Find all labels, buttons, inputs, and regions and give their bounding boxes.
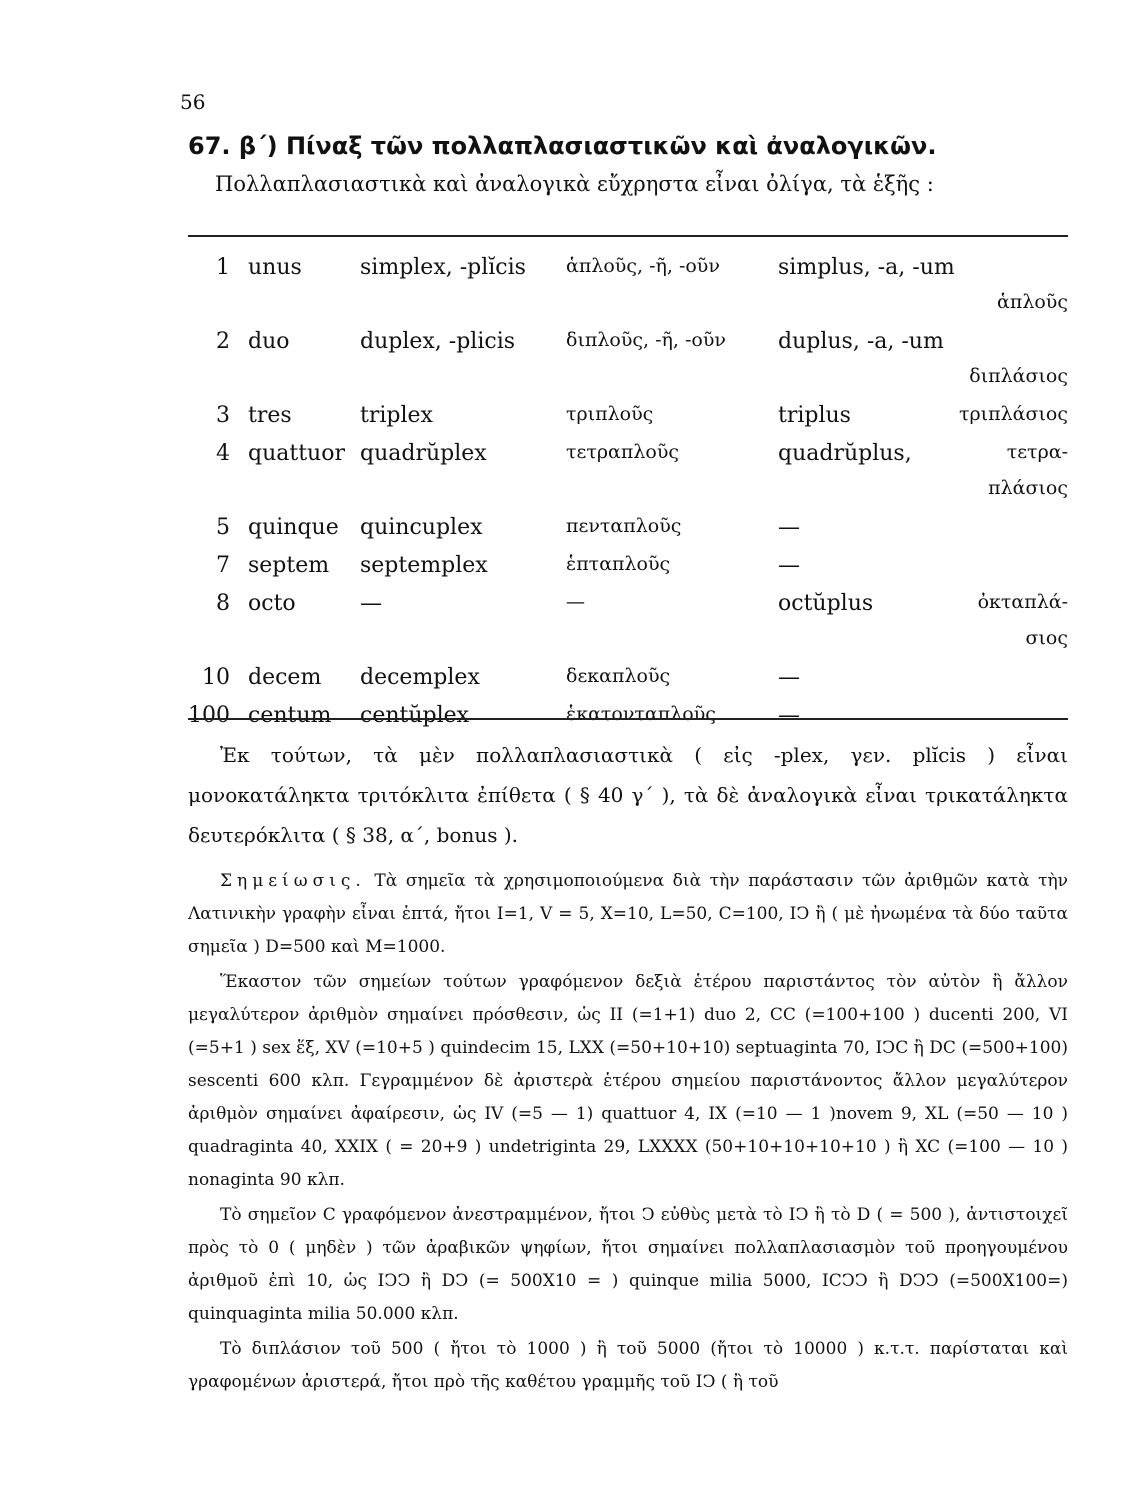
table-row <box>188 441 1068 515</box>
latin-multiplicative-cell: duplex, -plicis <box>360 329 516 354</box>
latin-analogical-cell: simplus, -a, -um <box>778 255 955 280</box>
note-paragraph-1 <box>188 865 1068 964</box>
latin-numeral-cell: decem <box>248 665 322 690</box>
greek-multiplicative-cell: πενταπλοῦς <box>566 515 682 537</box>
latin-numeral-cell: quattuor <box>248 441 345 466</box>
table-row <box>188 665 1068 703</box>
latin-multiplicative-cell: simplex, -plĭcis <box>360 255 526 280</box>
numeral-cell: 5 <box>216 515 230 540</box>
greek-multiplicative-cell: — <box>566 591 585 613</box>
greek-multiplicative-cell: ἑκατονταπλοῦς <box>566 703 716 725</box>
latin-analogical-cell: — <box>778 665 800 690</box>
note-1-text: Τὰ σημεῖα τὰ χρησιμοποιούμενα διὰ τὴν παράστασιν τῶν ἀριθμῶν κατὰ τὴν Λατινικὴν γραφὴν εἶναι ἑπτά, ἤτοι I=1, V = 5, X=10, L=50, C=100, IϽ ἢ ( μὲ ἠνωμένα τὰ δύο ταῦτα σημεῖα ) D=500 καὶ M=1000. <box>188 871 1068 957</box>
continuation-cell: πλάσιος <box>988 477 1068 499</box>
latin-multiplicative-cell: centŭplex <box>360 703 470 728</box>
intro-line: Πολλαπλασιαστικὰ καὶ ἀναλογικὰ εὔχρηστα εἶναι ὀλίγα, τὰ ἑξῆς : <box>215 172 934 196</box>
table-row <box>188 553 1068 591</box>
numeral-cell: 100 <box>188 703 230 728</box>
table-row <box>188 591 1068 665</box>
latin-analogical-cell: — <box>778 703 800 728</box>
latin-analogical-cell: quadrŭplus, <box>778 441 912 466</box>
continuation-cell: ἁπλοῦς <box>997 291 1068 313</box>
greek-multiplicative-cell: δεκαπλοῦς <box>566 665 671 687</box>
numeral-cell: 2 <box>216 329 230 354</box>
numeral-cell: 4 <box>216 441 230 466</box>
greek-analogical-cell: τριπλάσιος <box>959 403 1068 425</box>
latin-multiplicative-cell: septemplex <box>360 553 488 578</box>
table-row <box>188 515 1068 553</box>
latin-multiplicative-cell: triplex <box>360 403 433 428</box>
note-paragraph-3: Τὸ σημεῖον C γραφόμενον ἀνεστραμμένον, ἤτοι Ͻ εὐθὺς μετὰ τὸ IϽ ἢ τὸ D ( = 500 ), ἀντιστοιχεῖ πρὸς τὸ 0 ( μηδὲν ) τῶν ἀραβικῶν ψηφίων, ἤτοι σημαίνει πολλαπλασιασμὸν τοῦ προηγουμένου ἀριθμοῦ ἐπὶ 10, ὡς IϽϽ ἢ DϽ (= 500X10 = ) quinque milia 5000, ICϽϽ ἢ DϽϽ (=500X100=) quinquaginta milia 50.000 κλπ. <box>188 1205 1068 1324</box>
latin-numeral-cell: septem <box>248 553 330 578</box>
note-label: Σημείωσις. <box>220 871 366 891</box>
after-table-paragraph <box>188 735 1068 855</box>
greek-analogical-cell: ὀκταπλά- <box>977 591 1068 613</box>
latin-numeral-cell: duo <box>248 329 290 354</box>
greek-multiplicative-cell: τετραπλοῦς <box>566 441 680 463</box>
greek-analogical-cell: τετρα- <box>1006 441 1068 463</box>
greek-multiplicative-cell: ἑπταπλοῦς <box>566 553 671 575</box>
latin-numeral-cell: quinque <box>248 515 339 540</box>
latin-analogical-cell: — <box>778 515 800 540</box>
continuation-cell: διπλάσιος <box>969 365 1068 387</box>
latin-analogical-cell: triplus <box>778 403 851 428</box>
note-paragraph-4: Τὸ διπλάσιον τοῦ 500 ( ἤτοι τὸ 1000 ) ἢ τοῦ 5000 (ἤτοι τὸ 10000 ) κ.τ.τ. παρίσταται καὶ γραφομένων ἀριστερά, ἤτοι πρὸ τῆς καθέτου γραμμῆς τοῦ IϽ ( ἢ τοῦ <box>188 1339 1068 1392</box>
continuation-cell: σιος <box>1025 627 1068 649</box>
notes-section <box>188 865 1068 1401</box>
table-row <box>188 403 1068 441</box>
numeral-cell: 7 <box>216 553 230 578</box>
latin-multiplicative-cell: quadrŭplex <box>360 441 487 466</box>
numeral-cell: 1 <box>216 255 230 280</box>
greek-multiplicative-cell: τριπλοῦς <box>566 403 654 425</box>
latin-numeral-cell: octo <box>248 591 296 616</box>
latin-numeral-cell: tres <box>248 403 292 428</box>
page-number: 56 <box>180 90 206 114</box>
latin-numeral-cell: unus <box>248 255 302 280</box>
table-top-rule <box>188 235 1068 237</box>
table-bottom-rule <box>188 718 1068 720</box>
latin-multiplicative-cell: quincuplex <box>360 515 483 540</box>
note-paragraph-2: Ἕκαστον τῶν σημείων τούτων γραφόμενον δεξιὰ ἑτέρου παριστάντος τὸν αὐτὸν ἢ ἄλλον μεγαλύτερον ἀριθμὸν σημαίνει πρόσθεσιν, ὡς II (=1+1) duo 2, CC (=100+100 ) ducenti 200, VI (=5+1 ) sex ἕξ, XV (=10+5 ) quindecim 15, LXX (=50+10+10) septuaginta 70, IϽC ἢ DC (=500+100) sescenti 600 κλπ. Γεγραμμένον δὲ ἀριστερὰ ἑτέρου σημείου παριστάνοντος ἄλλον μεγαλύτερον ἀριθμὸν σημαίνει ἀφαίρεσιν, ὡς IV (=5 — 1) quattuor 4, IX (=10 — 1 )novem 9, XL (=50 — 10 ) quadraginta 40, XXIX ( = 20+9 ) undetriginta 29, LXXXX (50+10+10+10+10 ) ἢ XC (=100 — 10 ) nonaginta 90 κλπ. <box>188 972 1068 1190</box>
greek-multiplicative-cell: ἁπλοῦς, -ῆ, -οῦν <box>566 255 720 277</box>
latin-multiplicative-cell: decemplex <box>360 665 480 690</box>
numeral-table <box>188 255 1068 741</box>
table-row <box>188 255 1068 329</box>
latin-analogical-cell: octŭplus <box>778 591 874 616</box>
latin-analogical-cell: — <box>778 553 800 578</box>
after-table-text: Ἐκ τούτων, τὰ μὲν πολλαπλασιαστικὰ ( εἰς -plex, γεν. plĭcis ) εἶναι μονοκατάληκτα τριτόκλιτα ἐπίθετα ( § 40 γ΄ ), τὰ δὲ ἀναλογικὰ εἶναι τρικατάληκτα δευτερόκλιτα ( § 38, α΄, bonus ). <box>188 743 1068 847</box>
numeral-cell: 10 <box>202 665 230 690</box>
latin-analogical-cell: duplus, -a, -um <box>778 329 944 354</box>
latin-numeral-cell: centum <box>248 703 332 728</box>
greek-multiplicative-cell: διπλοῦς, -ῆ, -οῦν <box>566 329 726 351</box>
table-row <box>188 329 1068 403</box>
latin-multiplicative-cell: — <box>360 591 382 616</box>
section-heading: 67. β΄) Πίναξ τῶν πολλαπλασιαστικῶν καὶ ἀναλογικῶν. <box>188 132 937 160</box>
numeral-cell: 3 <box>216 403 230 428</box>
numeral-cell: 8 <box>216 591 230 616</box>
